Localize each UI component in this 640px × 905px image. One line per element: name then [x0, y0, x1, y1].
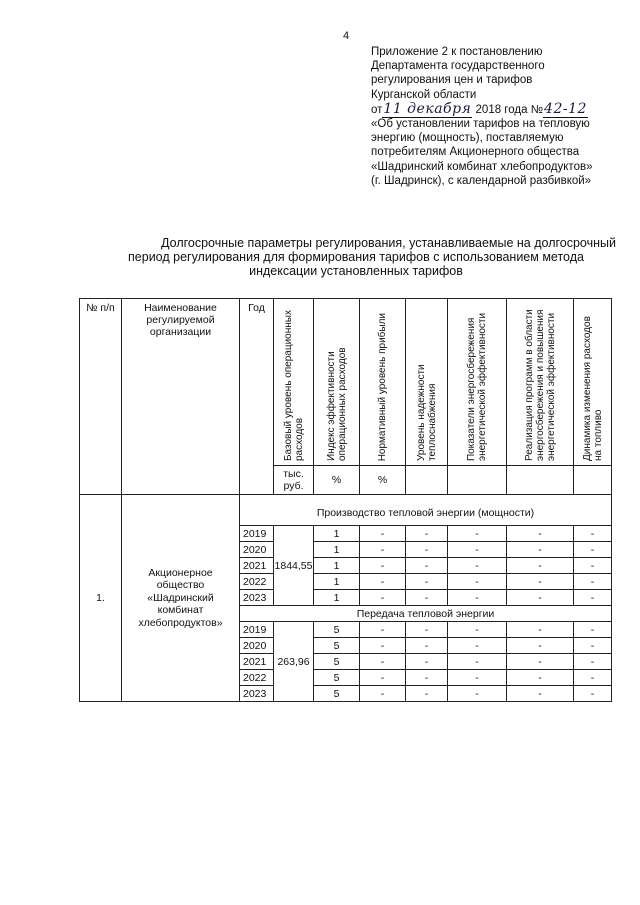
profit-cell: -: [360, 670, 406, 686]
header-base: Базовый уровень операционных расходов: [274, 299, 314, 466]
profit-cell: -: [360, 526, 406, 542]
appendix-about-line: «Об установлении тарифов на тепловую: [371, 118, 590, 131]
year-cell: 2023: [240, 686, 274, 702]
header-index: Индекс эффективности операционных расходов: [314, 299, 360, 466]
energy-cell: -: [448, 590, 507, 606]
appendix-line: регулирования цен и тарифов: [371, 74, 533, 87]
document-title: [96, 236, 616, 278]
reliability-cell: -: [406, 542, 448, 558]
year-cell: 2023: [240, 590, 274, 606]
reliability-cell: -: [406, 670, 448, 686]
header-energy: Показатели энергосбережения энергетической эффективности: [448, 299, 507, 466]
appendix-line: Курганской области: [371, 88, 477, 101]
title-line: Долгосрочные параметры регулирования, устанавливаемые на долгосрочный: [161, 236, 616, 250]
appendix-header: [371, 45, 636, 188]
program-cell: -: [507, 574, 574, 590]
energy-cell: -: [448, 574, 507, 590]
index-cell: 1: [314, 574, 360, 590]
header-program: Реализация программ в области энергосбережения и повышения энергетической эффективности: [507, 299, 574, 466]
page-number: 4: [343, 30, 350, 42]
program-cell: -: [507, 590, 574, 606]
date-mid: 2018 года №: [475, 103, 544, 116]
unit-empty: [574, 466, 612, 495]
profit-cell: -: [360, 654, 406, 670]
program-cell: -: [507, 542, 574, 558]
section-title: Передача тепловой энергии: [240, 606, 612, 622]
year-cell: 2022: [240, 670, 274, 686]
appendix-about-line: энергию (мощность), поставляемую: [371, 132, 564, 145]
fuel-cell: -: [574, 542, 612, 558]
header-reliability: Уровень надежности теплоснабжения: [406, 299, 448, 466]
year-cell: 2021: [240, 558, 274, 574]
energy-cell: -: [448, 526, 507, 542]
energy-cell: -: [448, 670, 507, 686]
index-cell: 5: [314, 654, 360, 670]
title-line: индексации установленных тарифов: [249, 264, 463, 278]
program-cell: -: [507, 638, 574, 654]
unit-empty: [507, 466, 574, 495]
profit-cell: -: [360, 542, 406, 558]
reliability-cell: -: [406, 622, 448, 638]
section-row: [80, 495, 612, 526]
header-num: № п/п: [80, 299, 122, 495]
section-title: Производство тепловой энергии (мощности): [240, 495, 612, 526]
reliability-cell: -: [406, 526, 448, 542]
fuel-cell: -: [574, 574, 612, 590]
year-cell: 2022: [240, 574, 274, 590]
handwritten-number: 42-12: [544, 100, 587, 117]
reliability-cell: -: [406, 638, 448, 654]
energy-cell: -: [448, 542, 507, 558]
index-cell: 1: [314, 542, 360, 558]
year-cell: 2020: [240, 638, 274, 654]
appendix-date-line: [371, 102, 636, 117]
profit-cell: -: [360, 686, 406, 702]
base-cost-cell: 1844,55: [274, 526, 314, 606]
fuel-cell: -: [574, 686, 612, 702]
profit-cell: -: [360, 638, 406, 654]
fuel-cell: -: [574, 622, 612, 638]
handwritten-date: 11 декабря: [383, 100, 472, 117]
fuel-cell: -: [574, 558, 612, 574]
year-cell: 2021: [240, 654, 274, 670]
appendix-line: Департамента государственного: [371, 60, 545, 73]
reliability-cell: -: [406, 574, 448, 590]
energy-cell: -: [448, 558, 507, 574]
unit-index: %: [314, 466, 360, 495]
index-cell: 5: [314, 622, 360, 638]
profit-cell: -: [360, 558, 406, 574]
year-cell: 2020: [240, 542, 274, 558]
parameters-table: [79, 298, 612, 702]
title-line: период регулирования для формирования тарифов с использованием метода: [128, 250, 584, 264]
fuel-cell: -: [574, 638, 612, 654]
program-cell: -: [507, 686, 574, 702]
program-cell: -: [507, 622, 574, 638]
appendix-line: Приложение 2 к постановлению: [371, 46, 543, 58]
profit-cell: -: [360, 590, 406, 606]
reliability-cell: -: [406, 558, 448, 574]
profit-cell: -: [360, 622, 406, 638]
energy-cell: -: [448, 654, 507, 670]
index-cell: 1: [314, 526, 360, 542]
year-cell: 2019: [240, 622, 274, 638]
fuel-cell: -: [574, 526, 612, 542]
program-cell: -: [507, 558, 574, 574]
unit-base: тыс. руб.: [274, 466, 314, 495]
unit-profit: %: [360, 466, 406, 495]
index-cell: 5: [314, 686, 360, 702]
header-year: Год: [240, 299, 274, 495]
index-cell: 1: [314, 590, 360, 606]
appendix-about-line: «Шадринский комбинат хлебопродуктов»: [371, 160, 593, 173]
energy-cell: -: [448, 622, 507, 638]
energy-cell: -: [448, 638, 507, 654]
index-cell: 5: [314, 638, 360, 654]
fuel-cell: -: [574, 670, 612, 686]
index-cell: 1: [314, 558, 360, 574]
appendix-about-line: потребителям Акционерного общества: [371, 146, 580, 159]
unit-empty: [448, 466, 507, 495]
header-fuel: Динамика изменения расходов на топливо: [574, 299, 612, 466]
reliability-cell: -: [406, 590, 448, 606]
header-row: [80, 299, 612, 466]
organization-name: Акционерное общество «Шадринский комбинат хлебопродуктов»: [122, 495, 240, 702]
fuel-cell: -: [574, 654, 612, 670]
reliability-cell: -: [406, 654, 448, 670]
unit-empty: [406, 466, 448, 495]
year-cell: 2019: [240, 526, 274, 542]
profit-cell: -: [360, 574, 406, 590]
reliability-cell: -: [406, 686, 448, 702]
index-cell: 5: [314, 670, 360, 686]
program-cell: -: [507, 526, 574, 542]
fuel-cell: -: [574, 590, 612, 606]
base-cost-cell: 263,96: [274, 622, 314, 702]
row-number: 1.: [80, 495, 122, 702]
header-profit: Нормативный уровень прибыли: [360, 299, 406, 466]
program-cell: -: [507, 670, 574, 686]
header-org: Наименование регулируемой организации: [122, 299, 240, 495]
appendix-about-line: (г. Шадринск), с календарной разбивкой»: [371, 174, 592, 187]
program-cell: -: [507, 654, 574, 670]
energy-cell: -: [448, 686, 507, 702]
date-prefix: от: [371, 103, 383, 116]
